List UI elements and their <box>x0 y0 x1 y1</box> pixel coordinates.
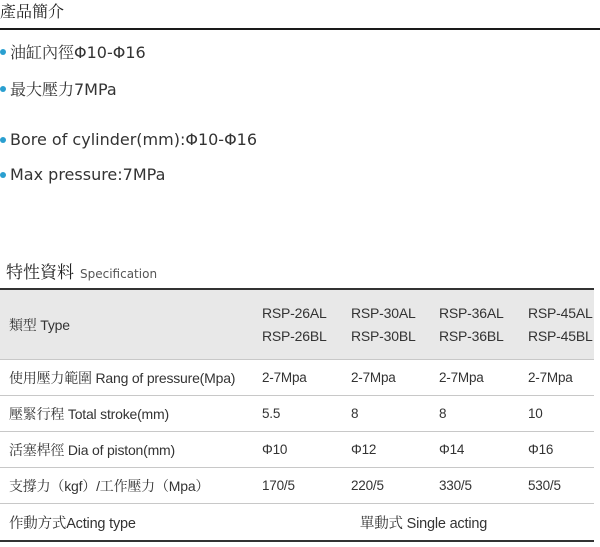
table-row <box>0 396 594 432</box>
bullet-dot-icon <box>0 86 6 92</box>
table-cell: 8 <box>342 396 430 432</box>
row-label: 使用壓力範圍 Rang of pressure(Mpa) <box>0 360 253 396</box>
row-label: 支撐力（kgf）/工作壓力（Mpa） <box>0 468 253 504</box>
model-name: RSP-45BL <box>528 327 593 344</box>
bullet-text: 油缸內徑Φ10-Φ16 <box>10 43 146 62</box>
model-name: RSP-45AL <box>528 304 593 321</box>
bullet-text: Bore of cylinder(mm):Φ10-Φ16 <box>10 130 258 149</box>
table-cell: 5.5 <box>253 396 342 432</box>
table-cell: 2-7Mpa <box>342 360 430 396</box>
table-cell: 170/5 <box>253 468 342 504</box>
model-name: RSP-30BL <box>351 327 416 344</box>
table-cell: 2-7Mpa <box>519 360 594 396</box>
acting-type-label: 作動方式Acting type <box>0 504 253 542</box>
bullet-bore-zh <box>0 40 146 63</box>
table-cell: Φ12 <box>342 432 430 468</box>
bullet-dot-icon <box>0 49 6 55</box>
table-cell: 330/5 <box>430 468 519 504</box>
model-cell <box>253 289 342 360</box>
bullet-bore-en <box>0 130 257 149</box>
model-name: RSP-36BL <box>439 327 504 344</box>
model-name: RSP-26BL <box>262 327 327 344</box>
spec-title-zh: 特性資料 <box>6 263 74 283</box>
spec-header-row <box>0 289 594 360</box>
table-row <box>0 360 594 396</box>
intro-section-header <box>0 0 600 30</box>
spec-title-en: Specification <box>80 267 158 281</box>
bullet-text: 最大壓力7MPa <box>10 80 117 99</box>
table-cell: 10 <box>519 396 594 432</box>
model-name: RSP-36AL <box>439 304 504 321</box>
table-cell: Φ16 <box>519 432 594 468</box>
table-cell: Φ10 <box>253 432 342 468</box>
table-row <box>0 468 594 504</box>
table-cell: 220/5 <box>342 468 430 504</box>
bullet-pressure-zh <box>0 77 117 100</box>
model-name: RSP-26AL <box>262 304 327 321</box>
table-cell: 2-7Mpa <box>253 360 342 396</box>
model-cell <box>519 289 594 360</box>
row-label: 活塞桿徑 Dia of piston(mm) <box>0 432 253 468</box>
spec-table <box>0 288 594 542</box>
table-row <box>0 432 594 468</box>
row-label: 壓緊行程 Total stroke(mm) <box>0 396 253 432</box>
bullet-dot-icon <box>0 137 6 143</box>
bullet-pressure-en <box>0 165 165 184</box>
acting-type-value: 單動式 Single acting <box>253 504 594 542</box>
model-name: RSP-30AL <box>351 304 416 321</box>
bullet-text: Max pressure:7MPa <box>10 165 166 184</box>
table-cell: Φ14 <box>430 432 519 468</box>
intro-title: 產品簡介 <box>0 2 65 21</box>
table-cell: 530/5 <box>519 468 594 504</box>
table-cell: 2-7Mpa <box>430 360 519 396</box>
table-cell: 8 <box>430 396 519 432</box>
model-cell <box>342 289 430 360</box>
table-row-acting <box>0 504 594 542</box>
spec-section-title <box>6 258 157 283</box>
type-label: 類型 Type <box>0 289 253 360</box>
model-cell <box>430 289 519 360</box>
bullet-dot-icon <box>0 172 6 178</box>
